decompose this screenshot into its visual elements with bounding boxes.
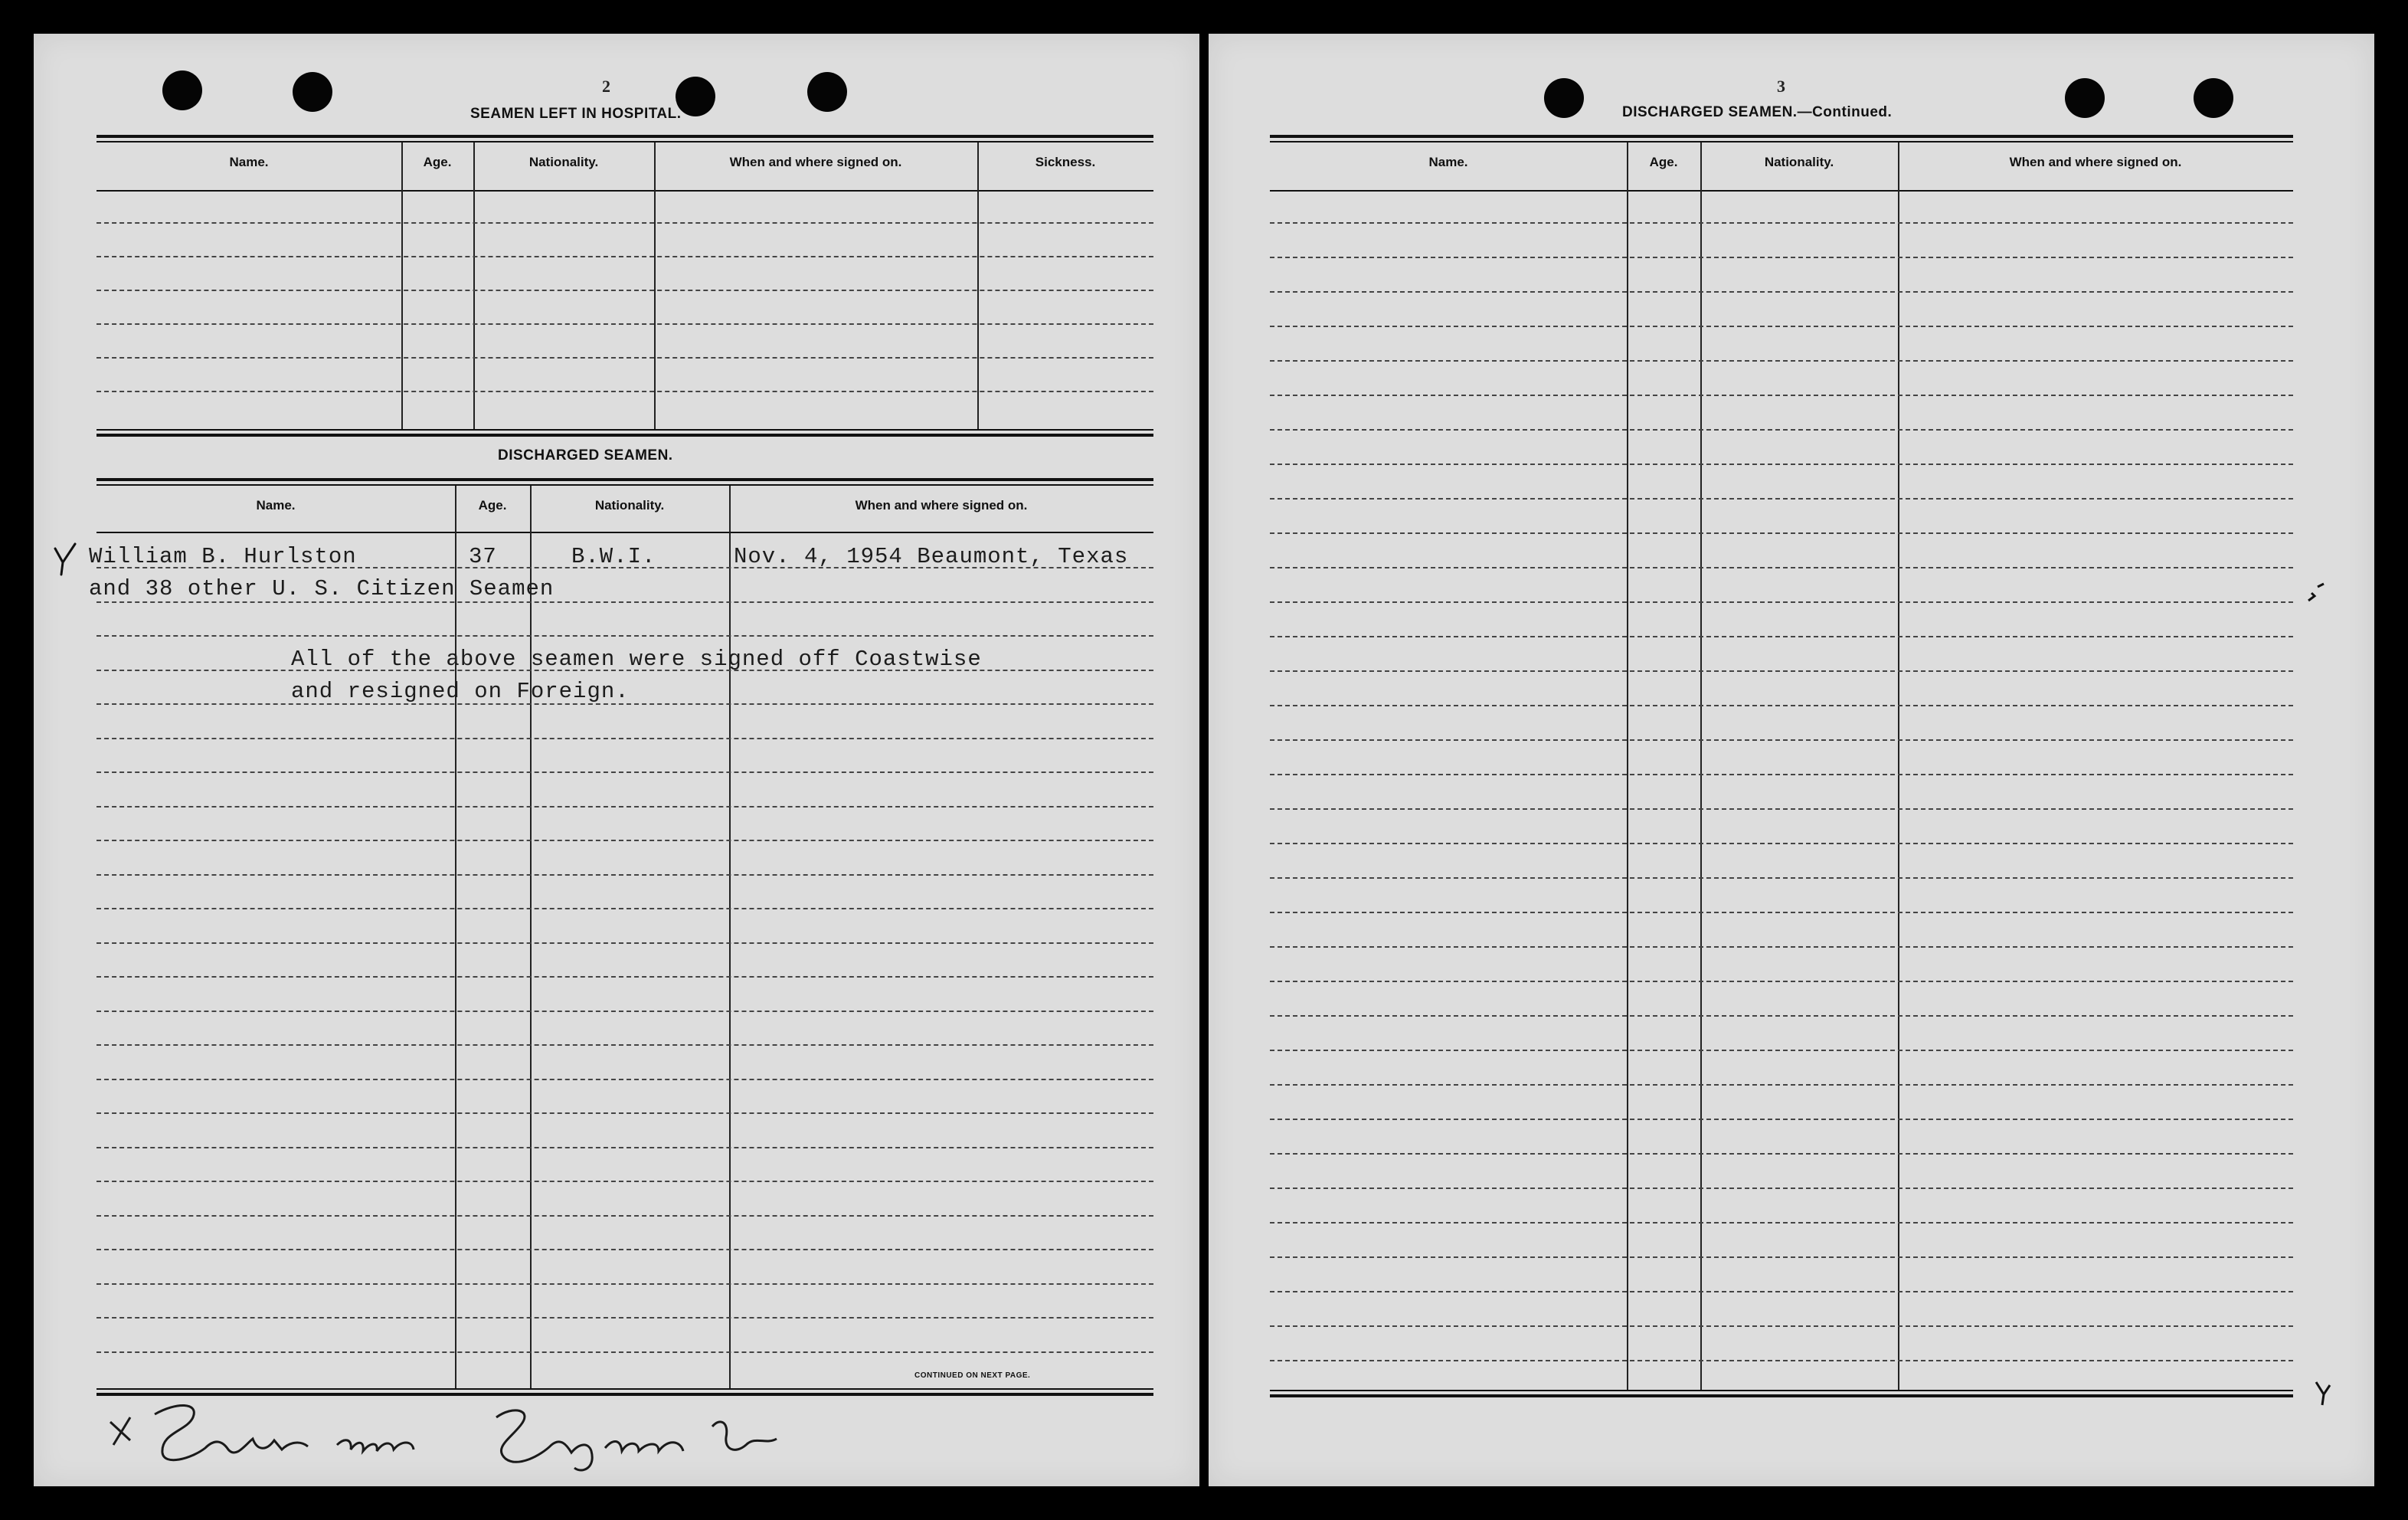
hospital-section-title: SEAMEN LEFT IN HOSPITAL. <box>470 106 682 122</box>
ruling-line <box>97 1351 1153 1353</box>
handwritten-annotation <box>107 1394 797 1479</box>
ruling-line <box>97 357 1153 359</box>
punch-hole <box>293 72 332 112</box>
ruling-line <box>1270 222 2293 224</box>
ruling-line <box>97 1011 1153 1012</box>
ruling-line <box>97 635 1153 637</box>
ruling-line <box>1270 705 2293 706</box>
discharged-col-nationality: Nationality. <box>594 498 665 513</box>
continued-note: CONTINUED ON NEXT PAGE. <box>914 1371 1031 1380</box>
remark-line-2: and resigned on Foreign. <box>291 679 630 704</box>
ruling-line <box>97 771 1153 773</box>
hospital-table-top-rule <box>97 135 1153 138</box>
ruling-line <box>1270 739 2293 741</box>
continued-col-name: Name. <box>1428 155 1468 169</box>
pencil-mark <box>2311 1378 2334 1408</box>
ruling-line <box>97 806 1153 808</box>
pencil-mark <box>2305 582 2328 605</box>
ruling-line <box>97 323 1153 325</box>
ruling-line <box>97 1112 1153 1114</box>
ruling-line <box>1270 395 2293 396</box>
seaman-age: 37 <box>469 544 497 569</box>
hospital-col-nationality: Nationality. <box>528 155 599 169</box>
hospital-col-sickness: Sickness. <box>1035 155 1096 169</box>
ruling-line <box>1270 326 2293 327</box>
ruling-line <box>97 1317 1153 1319</box>
ruling-line <box>1270 1188 2293 1189</box>
ruling-line <box>97 738 1153 739</box>
ruling-line <box>1270 981 2293 982</box>
continued-col-divider <box>1627 142 1628 1391</box>
ruling-line <box>1270 429 2293 431</box>
discharged-col-name: Name. <box>256 498 296 513</box>
ruling-line <box>97 290 1153 291</box>
ruling-line <box>1270 567 2293 568</box>
ruling-line <box>1270 532 2293 534</box>
continued-section-title: DISCHARGED SEAMEN.—Continued. <box>1622 104 1893 120</box>
continued-col-signed-on: When and where signed on. <box>2009 155 2182 169</box>
check-mark <box>52 542 80 576</box>
punch-hole <box>807 72 847 112</box>
ruling-line <box>1270 1360 2293 1361</box>
continued-col-divider <box>1700 142 1702 1391</box>
ruling-line <box>97 1215 1153 1217</box>
ruling-line <box>1270 1119 2293 1120</box>
ruling-line <box>97 874 1153 876</box>
hospital-table-top-rule-thin <box>97 141 1153 142</box>
punch-hole <box>1544 78 1584 118</box>
punch-hole <box>676 77 715 116</box>
ruling-line <box>97 1044 1153 1046</box>
punch-hole <box>2194 78 2233 118</box>
ruling-line <box>1270 291 2293 293</box>
ruling-line <box>1270 1325 2293 1327</box>
ruling-line <box>1270 601 2293 603</box>
discharged-col-divider <box>455 486 456 1390</box>
ruling-line <box>1270 843 2293 844</box>
ruling-line <box>1270 360 2293 362</box>
hospital-col-age: Age. <box>423 155 452 169</box>
ruling-line <box>1270 1222 2293 1224</box>
ruling-line <box>97 1079 1153 1080</box>
ruling-line <box>1270 1050 2293 1051</box>
ruling-line <box>1270 1153 2293 1155</box>
hospital-col-divider <box>473 142 475 431</box>
ruling-line <box>1270 808 2293 810</box>
page-number: 3 <box>1777 77 1785 96</box>
ruling-line <box>1270 257 2293 258</box>
page-number: 2 <box>602 77 610 96</box>
ruling-line <box>97 391 1153 392</box>
ruling-line <box>1270 498 2293 500</box>
ruling-line <box>97 256 1153 257</box>
discharged-table-top-rule-thin <box>97 484 1153 486</box>
continued-col-age: Age. <box>1649 155 1678 169</box>
discharged-col-divider <box>530 486 532 1390</box>
continued-table-top-rule-thin <box>1270 141 2293 142</box>
seaman-name: William B. Hurlston <box>89 544 357 569</box>
ruling-line <box>1270 1015 2293 1017</box>
hospital-col-signed-on: When and where signed on. <box>729 155 902 169</box>
ruling-line <box>1270 912 2293 913</box>
ruling-line <box>97 1181 1153 1182</box>
continued-header-rule <box>1270 190 2293 192</box>
punch-hole <box>2065 78 2105 118</box>
ruling-line <box>1270 1084 2293 1086</box>
ruling-line <box>1270 670 2293 672</box>
discharged-col-age: Age. <box>478 498 507 513</box>
ruling-line <box>97 840 1153 841</box>
hospital-table-bottom-rule <box>97 429 1153 431</box>
ruling-line <box>97 222 1153 224</box>
ruling-line <box>97 976 1153 978</box>
ruling-line <box>97 1249 1153 1250</box>
discharged-section-title: DISCHARGED SEAMEN. <box>498 447 673 464</box>
punch-hole <box>162 70 202 110</box>
continued-table-bottom-rule-thick <box>1270 1394 2293 1397</box>
ruling-line <box>97 1147 1153 1148</box>
ruling-line <box>97 908 1153 909</box>
discharged-header-rule <box>97 532 1153 533</box>
ruling-line <box>1270 636 2293 637</box>
seaman-nationality: B.W.I. <box>571 544 656 569</box>
ruling-line <box>1270 1256 2293 1258</box>
hospital-col-divider <box>977 142 979 431</box>
hospital-col-divider <box>654 142 656 431</box>
ruling-line <box>1270 877 2293 879</box>
hospital-header-rule <box>97 190 1153 192</box>
continued-col-nationality: Nationality. <box>1764 155 1834 169</box>
remark-line-1: All of the above seamen were signed off Coastwise <box>291 647 982 672</box>
ruling-line <box>97 1283 1153 1285</box>
hospital-col-divider <box>401 142 403 431</box>
hospital-col-name: Name. <box>229 155 269 169</box>
continued-col-divider <box>1898 142 1899 1391</box>
ruling-line <box>1270 946 2293 948</box>
other-seamen-note: and 38 other U. S. Citizen Seamen <box>89 576 555 601</box>
continued-table-top-rule <box>1270 135 2293 138</box>
continued-table-bottom-rule <box>1270 1390 2293 1391</box>
discharged-table-top-rule <box>97 478 1153 481</box>
ruling-line <box>1270 464 2293 465</box>
seaman-signed-on: Nov. 4, 1954 Beaumont, Texas <box>734 544 1129 569</box>
hospital-table-bottom-rule-thick <box>97 434 1153 437</box>
right-page <box>1209 34 2374 1486</box>
discharged-col-divider <box>729 486 731 1390</box>
ruling-line <box>97 942 1153 944</box>
ruling-line <box>1270 774 2293 775</box>
ruling-line <box>1270 1291 2293 1292</box>
discharged-table-bottom-rule <box>97 1388 1153 1390</box>
left-page <box>34 34 1199 1486</box>
discharged-col-signed-on: When and where signed on. <box>855 498 1028 513</box>
